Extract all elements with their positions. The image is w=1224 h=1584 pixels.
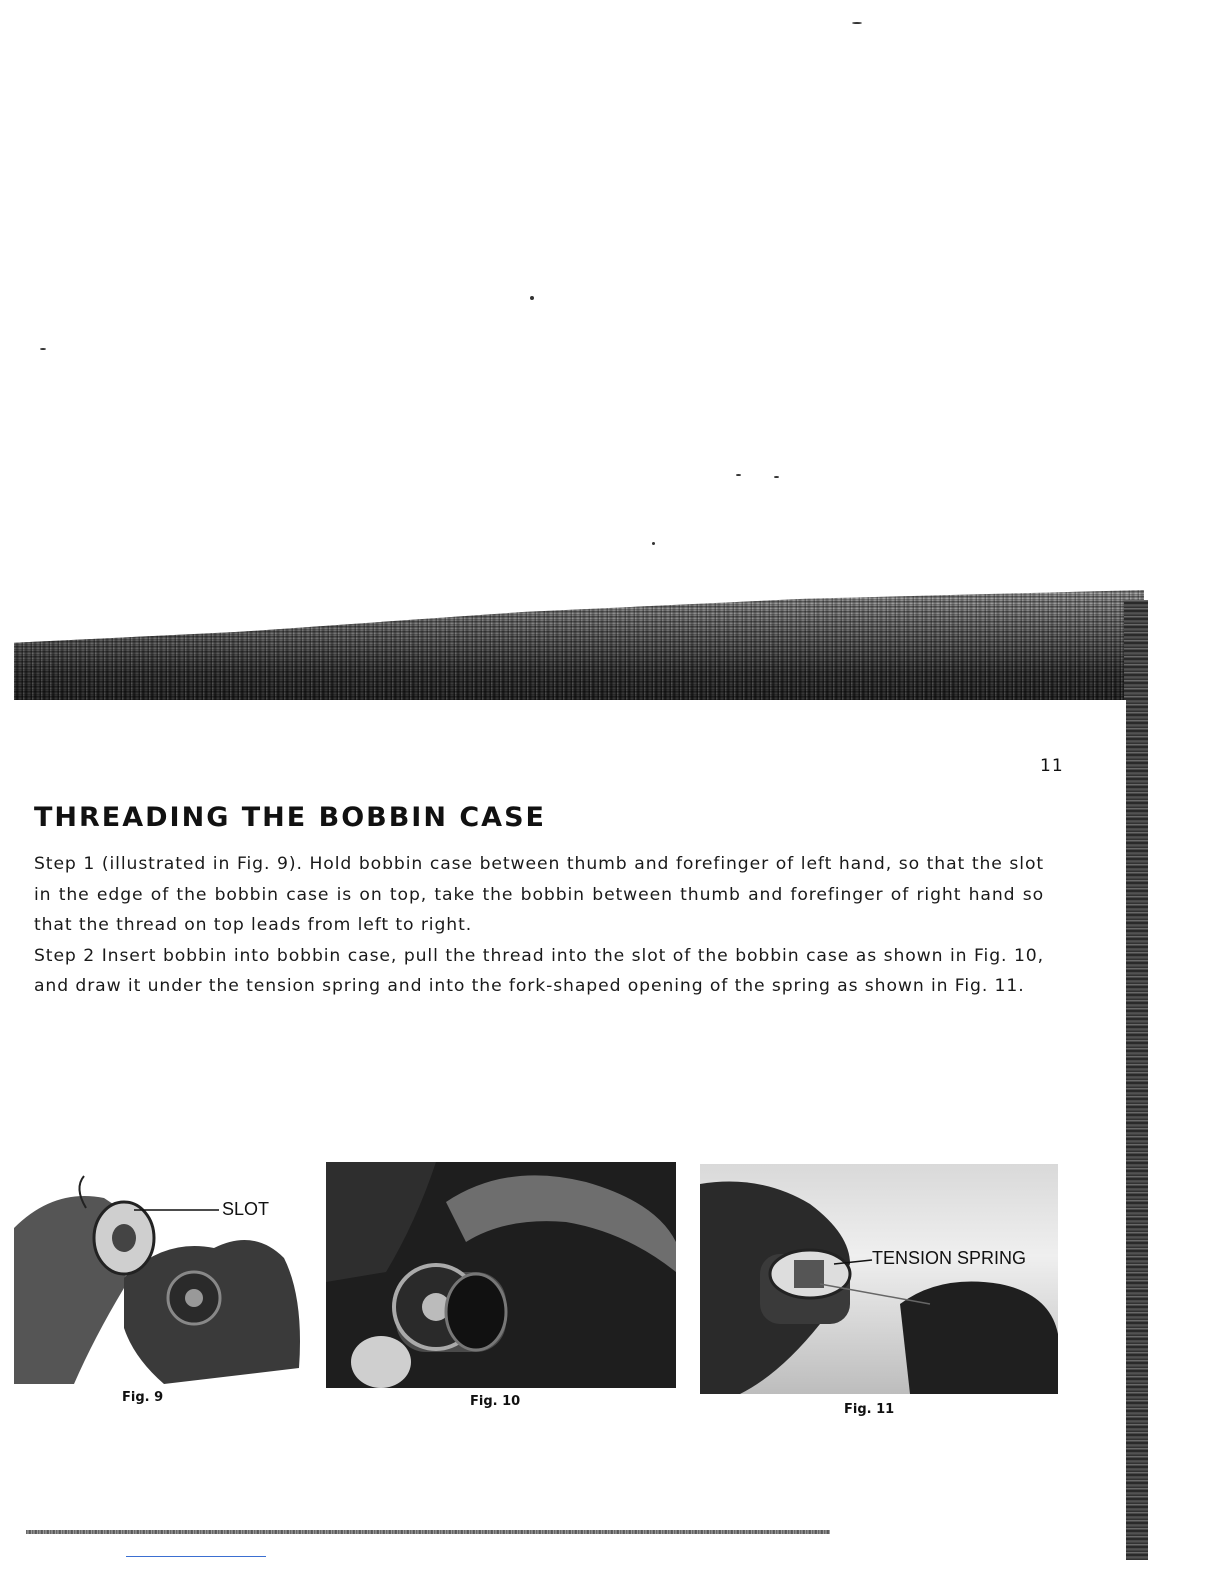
- figure-10-photo: [326, 1162, 676, 1388]
- scan-speck: [736, 474, 741, 476]
- scan-speck: [852, 22, 862, 24]
- figure-11-image: [700, 1164, 1058, 1394]
- scan-speck: [530, 296, 534, 300]
- bottom-rule: [26, 1530, 830, 1534]
- figure-10-image: [326, 1162, 676, 1388]
- page-number: 11: [1040, 756, 1064, 776]
- slot-label: SLOT: [222, 1199, 270, 1219]
- figure-10-caption: Fig. 10: [470, 1394, 521, 1409]
- figure-11-photo: [700, 1164, 1058, 1394]
- scan-speck: [652, 542, 655, 545]
- section-title: THREADING THE BOBBIN CASE: [34, 802, 546, 833]
- step-2-paragraph: Step 2 Insert bobbin into bobbin case, pull the thread into the slot of the bobbin case as shown in Fig. 10, and draw it under the tension spring and into the fork-shaped opening of the spring as shown in Fig. 11.: [34, 945, 1044, 996]
- figure-11-caption: Fig. 11: [844, 1402, 895, 1417]
- scan-speck: [40, 348, 46, 350]
- figure-9-photo: [14, 1168, 304, 1384]
- tension-spring-label: TENSION SPRING: [872, 1248, 1027, 1268]
- scan-speck: [774, 476, 779, 478]
- scan-noise-band: [14, 590, 1144, 700]
- scan-page-edge: [1124, 600, 1148, 1560]
- step-1-paragraph: Step 1 (illustrated in Fig. 9). Hold bobbin case between thumb and forefinger of left hand, so that the slot in the edge of the bobbin case is on top, take the bobbin between thumb and forefinger of right hand so that the thread on top leads from left to right.: [34, 854, 1044, 935]
- figure-9-caption: Fig. 9: [122, 1390, 164, 1405]
- instructions-text: [34, 849, 1044, 1002]
- blue-underline-mark: [126, 1556, 266, 1557]
